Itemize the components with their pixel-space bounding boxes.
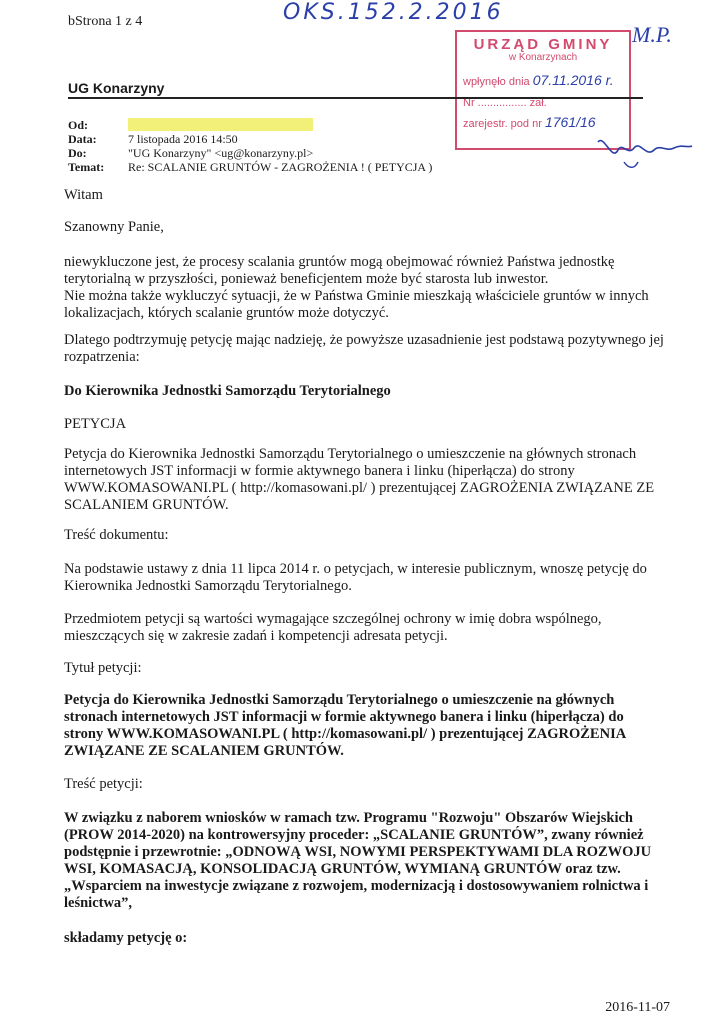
date-label: Data: [68,132,97,146]
handwritten-case-number: OKS.152.2.2016 [283,0,504,25]
stamp-registered-number: 1761/16 [544,114,596,130]
subject-row [68,160,432,174]
header-divider [68,97,643,99]
petition-heading: PETYCJA [64,416,127,432]
to-value: "UG Konarzyny" <ug@konarzyny.pl> [128,146,314,160]
petition-title-label: Tytuł petycji: [64,660,142,676]
subject-value: Re: SCALANIE GRUNTÓW - ZAGROŻENIA ! ( PETYCJA ) [128,160,433,174]
organization-name: UG Konarzyny [68,80,165,96]
greeting-witam: Witam [64,187,103,203]
stamp-received-label: wpłynęło dnia [463,76,530,88]
to-row [68,146,432,160]
handwritten-signature [594,132,694,177]
paragraph-4: Na podstawie ustawy z dnia 11 lipca 2014 r. o petycjach, w interesie publicznym, wnoszę petycję do Kierownika Jednostki Samorządu Terytorialnego. [64,561,647,594]
date-row [68,132,432,146]
stamp-subtitle: w Konarzynach [508,52,578,63]
paragraph-2: Dlatego podtrzymuję petycję mając nadzieję, że powyższe uzasadnienie jest podstawą pozytywnego jej rozpatrzenia: [64,332,664,365]
from-row [68,118,432,132]
stamp-registered-label: zarejestr. pod nr [463,118,542,130]
paragraph-1b: Nie można także wykluczyć sytuacji, że w Państwa Gminie mieszkają właściciele gruntów w innych lokalizacjach, których scalanie gruntów może dotyczyć. [64,288,649,321]
paragraph-5: Przedmiotem petycji są wartości wymagające szczególnej ochrony w imię dobra wspólnego, mieszczących się w zakresie zadań i kompetencji adresata petycji. [64,611,602,644]
paragraph-7: W związku z naborem wniosków w ramach tzw. Programu "Rozwoju" Obszarów Wiejskich (PROW 2014-2020) na kontrowersyjny proceder: „SCALANIE GRUNTÓW”, zwany również podstępnie i przewrotnie: „ODNOWĄ WSI, NOWYMI PERSPEKTYWAMI DLA ROZWOJU WSI, KOMASACJĄ, KONSOLIDACJĄ GRUNTÓW, WYMIANĄ GRUNTÓW oraz tzw. „Wsparciem na inwestycje związane z rozwojem, modernizacją i dostosowywaniem rolnictwa i leśnictwa”, [64,810,652,911]
petition-content-label: Treść petycji: [64,776,143,792]
petition-addressee: Do Kierownika Jednostki Samorządu Terytorialnego [64,383,391,399]
paragraph-6: Petycja do Kierownika Jednostki Samorządu Terytorialnego o umieszczenie na głównych stronach internetowych JST informacji w formie aktywnego banera i linku (hiperłącza) do strony WWW.KOMASOWANI.PL ( http://komasowani.pl/ ) prezentującej ZAGROŻENIA ZWIĄZANE ZE SCALANIEM GRUNTÓW. [64,692,626,759]
footer-date: 2016-11-07 [605,1000,670,1015]
page-label: bStrona 1 z 4 [68,14,143,29]
stamp-received-row [457,72,629,88]
stamp-received-date: 07.11.2016 r. [532,72,614,88]
date-value: 7 listopada 2016 14:50 [128,132,238,146]
stamp-number-row: Nr ................ zał. [463,97,547,109]
greeting-szanowny: Szanowny Panie, [64,219,164,235]
stamp-registered-row [457,114,629,130]
from-label: Od: [68,118,89,132]
closing-line: składamy petycję o: [64,930,188,946]
stamp-title: URZĄD GMINY [473,36,613,53]
redacted-sender [128,118,313,131]
email-header [68,118,432,174]
paragraph-3: Petycja do Kierownika Jednostki Samorządu Terytorialnego o umieszczenie na głównych stronach internetowych JST informacji w formie aktywnego banera i linku (hiperłącza) do strony WWW.KOMASOWANI.PL ( http://komasowani.pl/ ) prezentującej ZAGROŻENIA ZWIĄZANE ZE SCALANIEM GRUNTÓW. [64,446,655,513]
mp-mark: M.P. [632,22,672,47]
subject-label: Temat: [68,160,105,174]
to-label: Do: [68,146,87,160]
document-content-label: Treść dokumentu: [64,527,169,543]
paragraph-1: niewykluczone jest, że procesy scalania gruntów mogą obejmować również Państwa jednostkę terytorialną w przyszłości, ponieważ beneficjentem może być starosta lub inwestor. [64,254,615,287]
